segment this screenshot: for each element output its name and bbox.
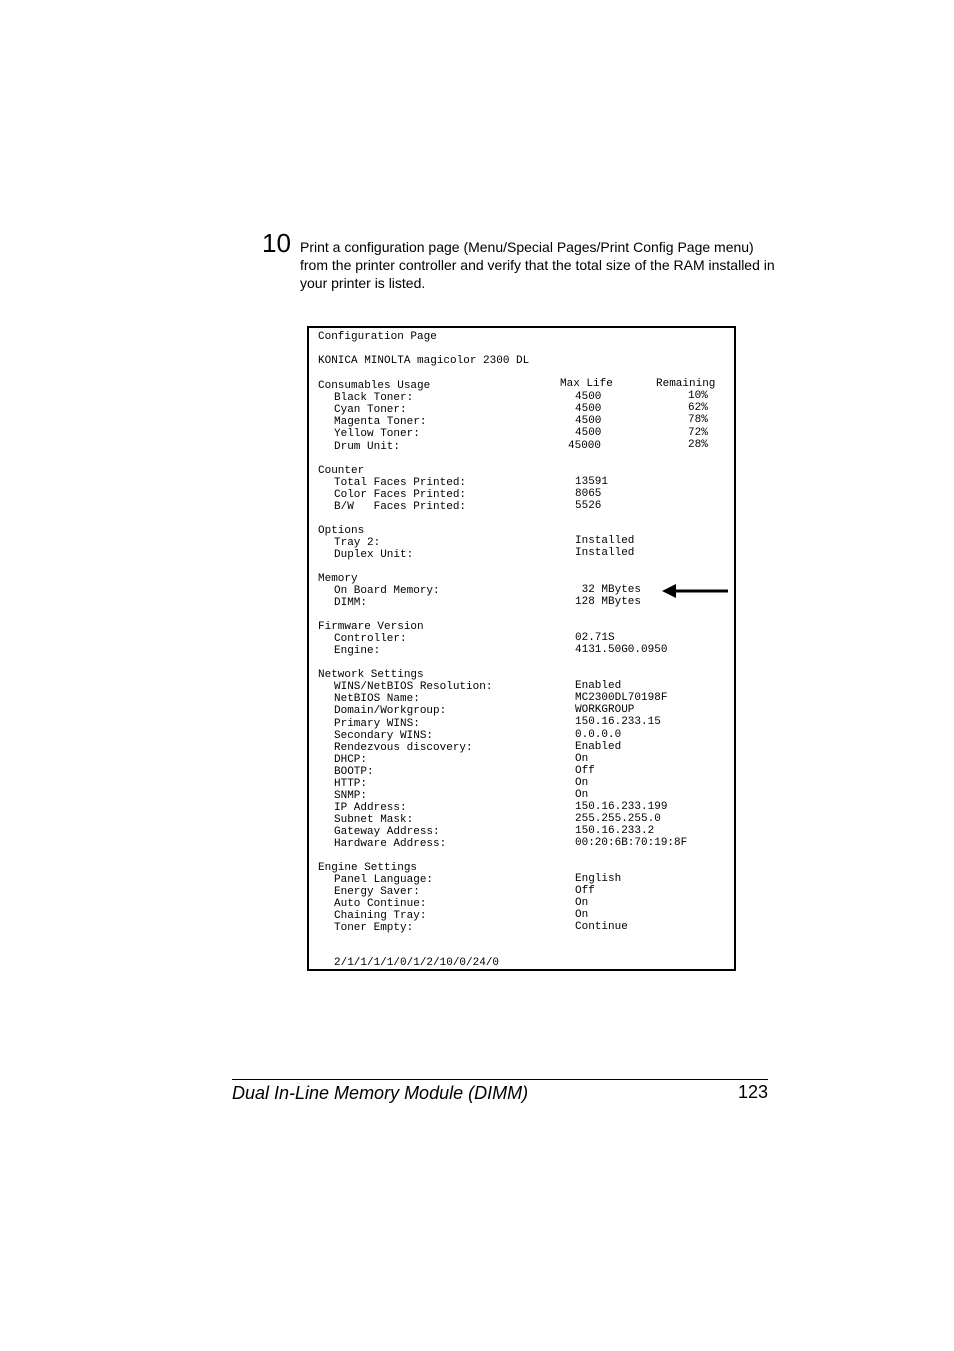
network-value: 150.16.233.15 (575, 716, 661, 728)
option-value: Installed (575, 547, 635, 559)
firmware-header: Firmware Version (318, 621, 424, 633)
network-label: Rendezvous discovery: (334, 742, 473, 754)
counter-value: 8065 (575, 488, 602, 500)
consumable-max-life: 45000 (568, 440, 602, 452)
consumable-max-life: 4500 (575, 415, 602, 427)
network-value: On (575, 753, 589, 765)
network-value: On (575, 789, 589, 801)
firmware-value: 02.71S (575, 632, 615, 644)
consumable-label: Magenta Toner: (334, 416, 427, 428)
network-value: Enabled (575, 680, 622, 692)
engine-label: Chaining Tray: (334, 910, 427, 922)
page-number: 123 (737, 1082, 768, 1102)
network-value: Off (575, 765, 595, 777)
network-label: BOOTP: (334, 766, 374, 778)
network-label: Hardware Address: (334, 838, 447, 850)
counter-label: B/W Faces Printed: (334, 501, 467, 513)
consumable-max-life: 4500 (575, 391, 602, 403)
network-label: WINS/NetBIOS Resolution: (334, 681, 493, 693)
counter-label: Total Faces Printed: (334, 477, 467, 489)
remaining-column-header: Remaining (656, 378, 716, 390)
config-title: Configuration Page (318, 331, 437, 343)
counter-label: Color Faces Printed: (334, 489, 467, 501)
network-value: 255.255.255.0 (575, 813, 661, 825)
engine-value: Off (575, 885, 595, 897)
engine-header: Engine Settings (318, 862, 418, 874)
max-life-column-header: Max Life (560, 378, 613, 390)
network-value: 150.16.233.199 (575, 801, 668, 813)
network-label: Primary WINS: (334, 718, 420, 730)
network-header: Network Settings (318, 669, 424, 681)
consumable-label: Yellow Toner: (334, 428, 420, 440)
consumable-remaining: 62% (688, 402, 708, 414)
network-value: 0.0.0.0 (575, 729, 622, 741)
option-label: Duplex Unit: (334, 549, 414, 561)
arrow-left-icon (662, 582, 730, 600)
network-label: Secondary WINS: (334, 730, 434, 742)
consumable-max-life: 4500 (575, 427, 602, 439)
footer-divider (232, 1079, 768, 1080)
option-label: Tray 2: (334, 537, 381, 549)
config-model: KONICA MINOLTA magicolor 2300 DL (318, 355, 530, 367)
engine-value: On (575, 897, 589, 909)
counter-value: 13591 (575, 476, 609, 488)
memory-label: On Board Memory: (334, 585, 440, 597)
network-value: MC2300DL70198F (575, 692, 668, 704)
engine-label: Panel Language: (334, 874, 434, 886)
option-value: Installed (575, 535, 635, 547)
network-label: HTTP: (334, 778, 368, 790)
options-header: Options (318, 525, 365, 537)
network-label: Subnet Mask: (334, 814, 414, 826)
consumable-max-life: 4500 (575, 403, 602, 415)
engine-value: English (575, 873, 622, 885)
network-label: DHCP: (334, 754, 368, 766)
engine-label: Auto Continue: (334, 898, 427, 910)
network-label: IP Address: (334, 802, 407, 814)
step-number: 10 (262, 228, 291, 258)
firmware-value: 4131.50G0.0950 (575, 644, 668, 656)
engine-label: Energy Saver: (334, 886, 420, 898)
network-value: On (575, 777, 589, 789)
footer-chapter-title: Dual In-Line Memory Module (DIMM) (232, 1083, 529, 1103)
consumable-remaining: 10% (688, 390, 708, 402)
firmware-label: Controller: (334, 633, 407, 645)
counter-value: 5526 (575, 500, 602, 512)
memory-label: DIMM: (334, 597, 368, 609)
step-instruction: Print a configuration page (Menu/Special Pages/Print Config Page menu) from the printer controller and verify that the total size of the RAM installed in your printer is listed. (300, 239, 775, 291)
network-value: 150.16.233.2 (575, 825, 655, 837)
memory-value: 32 MBytes (575, 584, 642, 596)
network-value: 00:20:6B:70:19:8F (575, 837, 688, 849)
consumable-label: Cyan Toner: (334, 404, 407, 416)
engine-value: On (575, 909, 589, 921)
consumables-header: Consumables Usage (318, 380, 431, 392)
firmware-label: Engine: (334, 645, 381, 657)
consumable-remaining: 28% (688, 439, 708, 451)
network-value: Enabled (575, 741, 622, 753)
network-value: WORKGROUP (575, 704, 635, 716)
network-label: SNMP: (334, 790, 368, 802)
config-footer-code: 2/1/1/1/1/0/1/2/10/0/24/0 (334, 957, 500, 969)
consumable-remaining: 72% (688, 427, 708, 439)
network-label: NetBIOS Name: (334, 693, 420, 705)
consumable-remaining: 78% (688, 414, 708, 426)
network-label: Domain/Workgroup: (334, 705, 447, 717)
engine-label: Toner Empty: (334, 922, 414, 934)
consumable-label: Black Toner: (334, 392, 414, 404)
memory-value: 128 MBytes (575, 596, 642, 608)
engine-value: Continue (575, 921, 628, 933)
memory-header: Memory (318, 573, 358, 585)
network-label: Gateway Address: (334, 826, 440, 838)
consumable-label: Drum Unit: (334, 441, 401, 453)
counter-header: Counter (318, 465, 365, 477)
